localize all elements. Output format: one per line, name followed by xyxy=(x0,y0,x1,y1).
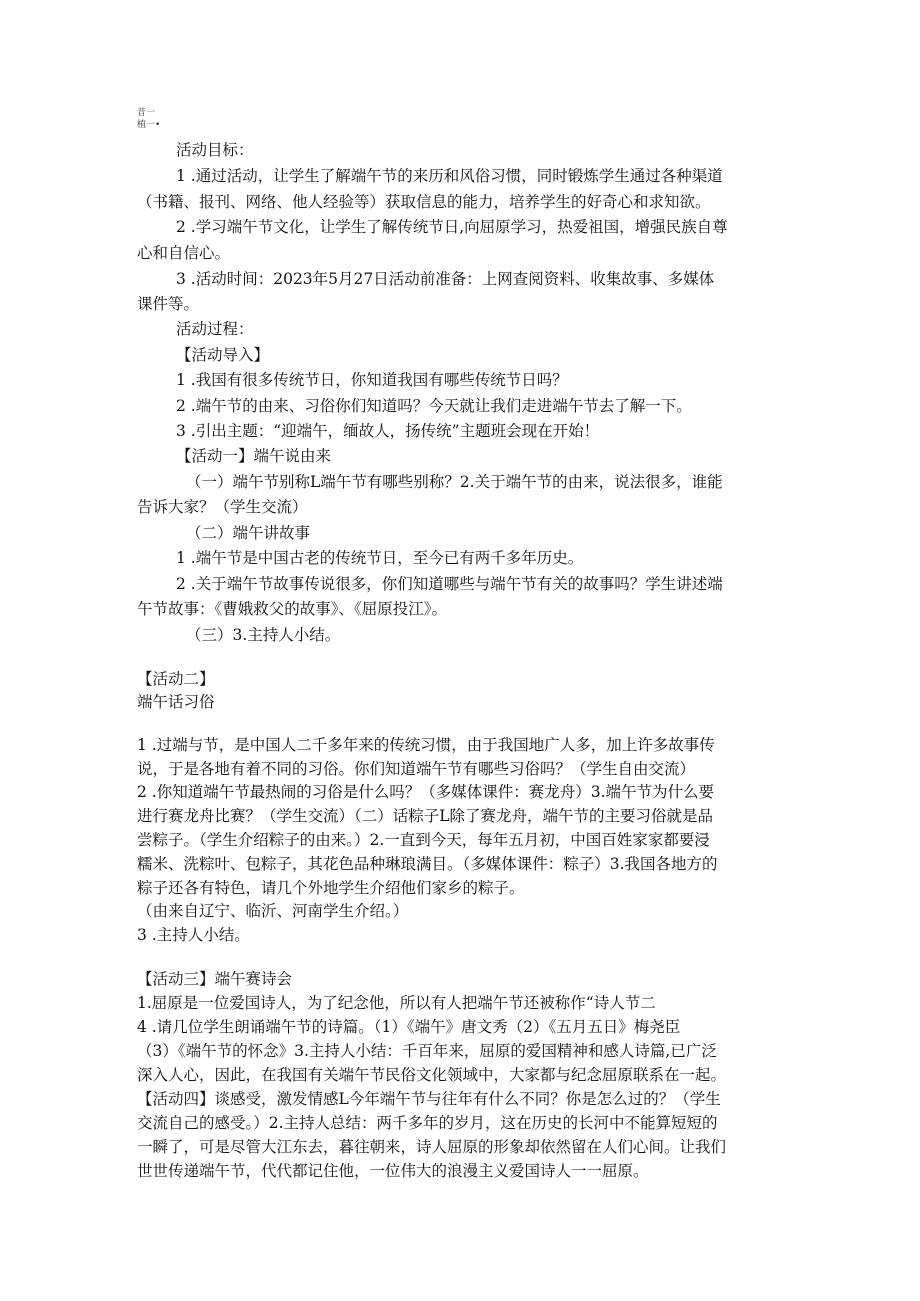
paragraph-line: 2 .学习端午节文化，让学生了解传统节日,向屈原学习，热爱祖国，增强民族自尊 xyxy=(176,218,728,236)
paragraph-line: 1 .过端与节，是中国人二千多年来的传统习惯，由于我国地广人多，加上许多故事传 xyxy=(137,736,715,754)
paragraph-line: 1.屈原是一位爱国诗人，为了纪念他，所以有人把端午节还被称作“诗人节二 xyxy=(137,994,656,1012)
paragraph-line: 2 .你知道端午节最热闹的习俗是什么吗？（多媒体课件：赛龙舟）3.端午节为什么要 xyxy=(137,783,715,801)
paragraph-line: 1 .端午节是中国古老的传统节日，至今已有两千多年历史。 xyxy=(176,549,584,567)
activity-heading: 【活动四】谈感受，激发情感L今年端午节与往年有什么不同？你是怎么过的？（学生 xyxy=(137,1090,721,1108)
subsection-heading: （二）端午讲故事 xyxy=(186,524,311,542)
paragraph-line: 3 .主持人小结。 xyxy=(137,926,250,944)
header-mark-1: 昔一 xyxy=(137,108,156,118)
paragraph-line: 粽子还各有特色，请几个外地学生介绍他们家乡的粽子。 xyxy=(137,879,525,897)
paragraph-line: 1 .我国有很多传统节日，你知道我国有哪些传统节日吗？ xyxy=(176,371,568,389)
paragraph-line: （书籍、报刊、网络、他人经验等）获取信息的能力，培养学生的好奇心和求知欲。 xyxy=(137,193,711,211)
activity-heading: 【活动一】端午说由来 xyxy=(176,447,332,465)
activity-heading: 【活动导入】 xyxy=(176,346,270,364)
activity-subtitle: 端午话习俗 xyxy=(137,693,215,711)
paragraph-line: （一）端午节别称L端午节有哪些别称？2.关于端午节的由来，说法很多，谁能 xyxy=(186,473,723,491)
paragraph-line: 深入人心，因此，在我国有关端午节民俗文化领域中，大家都与纪念屈原联系在一起。 xyxy=(137,1066,727,1084)
paragraph-line: 2 .关于端午节故事传说很多，你们知道哪些与端午节有关的故事吗？学生讲述端 xyxy=(176,575,723,593)
paragraph-line: 说，于是各地有着不同的习俗。你们知道端午节有哪些习俗吗？（学生自由交流） xyxy=(137,760,696,778)
paragraph-line: 1 .通过活动，让学生了解端午节的来历和风俗习惯，同时锻炼学生通过各种渠道 xyxy=(176,167,723,185)
paragraph-line: 课件等。 xyxy=(137,295,200,313)
paragraph-line: 进行赛龙舟比赛？（学生交流）（二）话粽子L除了赛龙舟，端午节的主要习俗就是品 xyxy=(137,807,714,825)
paragraph-line: 4 .请几位学生朗诵端午节的诗篇。（1）《端午》唐文秀（2）《五月五日》梅尧臣 xyxy=(137,1018,681,1036)
paragraph-line: 3 .活动时间：2023年5月27日活动前准备：上网查阅资料、收集故事、多媒体 xyxy=(176,270,715,288)
paragraph-line: （3）《端午节的怀念》3.主持人小结：千百年来，屈原的爱国精神和感人诗篇,已广泛 xyxy=(137,1042,717,1060)
paragraph-line: 一瞬了，可是尽管大江东去，暮往朝来，诗人屈原的形象却依然留在人们心间。让我们 xyxy=(137,1138,727,1156)
header-mark-2: 植一• xyxy=(137,120,161,130)
paragraph-line: 2 .端午节的由来、习俗你们知道吗？今天就让我们走进端午节去了解一下。 xyxy=(176,397,692,415)
activity-heading: 【活动二】 xyxy=(137,670,215,688)
paragraph-line: 3 .引出主题：“迎端午，缅故人，扬传统”主题班会现在开始！ xyxy=(176,422,600,440)
activity-heading: 【活动三】端午赛诗会 xyxy=(137,970,293,988)
paragraph-line: （由来自辽宁、临沂、河南学生介绍。） xyxy=(137,902,409,920)
paragraph-line: （三）3.主持人小结。 xyxy=(186,626,341,644)
section-heading-goals: 活动目标： xyxy=(176,141,254,159)
paragraph-line: 世世传递端午节，代代都记住他，一位伟大的浪漫主义爱国诗人一一屈原。 xyxy=(137,1162,649,1180)
paragraph-line: 交流自己的感受。）2.主持人总结：两千多年的岁月，这在历史的长河中不能算短短的 xyxy=(137,1114,718,1132)
paragraph-line: 尝粽子。（学生介绍粽子的由来。）2.一直到今天，每年五月初，中国百姓家家都要浸 xyxy=(137,831,710,849)
paragraph-line: 心和自信心。 xyxy=(137,244,231,262)
section-heading-process: 活动过程： xyxy=(176,320,254,338)
paragraph-line: 午节故事：《曹娥救父的故事》、《屈原投江》。 xyxy=(137,600,448,618)
paragraph-line: 糯米、洗粽叶、包粽子，其花色品种琳琅满目。（多媒体课件：粽子）3.我国各地方的 xyxy=(137,855,718,873)
paragraph-line: 告诉大家？（学生交流） xyxy=(137,498,308,516)
